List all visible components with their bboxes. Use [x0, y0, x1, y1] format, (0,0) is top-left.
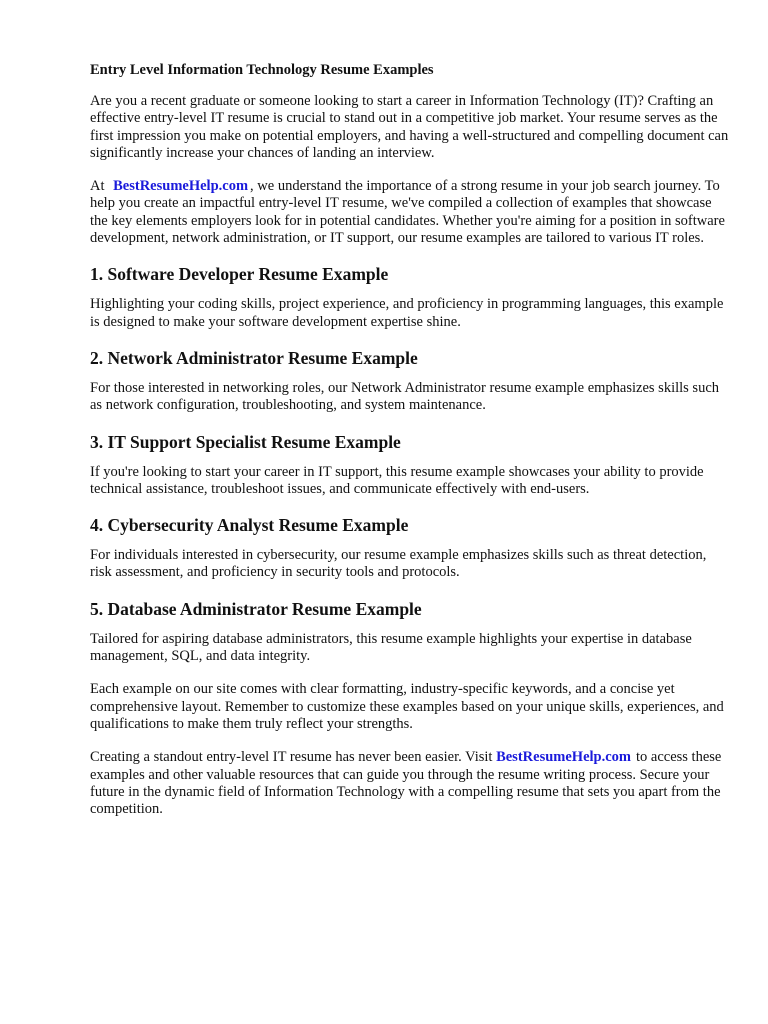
section-body-database-administrator: Tailored for aspiring database administrators, this resume example highlights your expertise in database management, SQL, and data integrity. [90, 630, 692, 665]
section-body-network-administrator: For those interested in networking roles, our Network Administrator resume example emphasizes skills such as network configuration, troubleshooting, and system maintenance. [90, 379, 720, 414]
section-heading-cybersecurity-analyst: 4. Cybersecurity Analyst Resume Example [90, 515, 409, 536]
closing-prefix: Creating a standout entry-level IT resume has never been easier. Visit [90, 749, 493, 766]
intro-paragraph: Are you a recent graduate or someone looking to start a career in Information Technology (IT)? Crafting an effective entry-level IT resume is crucial to stand out in a competitive job market. Your resume serves as the first impression you make on potential employers, and having a well-structured and compelling document can significantly increase your chances of landing an interview. [90, 93, 729, 161]
closing-paragraph [90, 749, 730, 818]
section-body-software-developer: Highlighting your coding skills, project experience, and proficiency in programming languages, this example is designed to make your software development expertise shine. [90, 296, 724, 330]
bestresumehelp-link[interactable]: BestResumeHelp.com [113, 178, 249, 195]
section-heading-database-administrator: 5. Database Administrator Resume Example [90, 598, 422, 619]
section-heading-network-administrator: 2. Network Administrator Resume Example [90, 347, 418, 368]
company-intro-prefix: At [90, 178, 105, 195]
section-heading-it-support-specialist: 3. IT Support Specialist Resume Example [90, 431, 401, 452]
section-body-it-support-specialist: If you're looking to start your career in IT support, this resume example showcases your ability to provide technical assistance, troubleshoot issues, and communicate effectively with end-users. [90, 463, 704, 497]
closing-suffix: to access these examples and other valuable resources that can guide you through the resume writing process. Secure your future in the dynamic field of Information Technology with a compelling resume that sets you apart from the competition. [90, 749, 722, 818]
summary-paragraph: Each example on our site comes with clear formatting, industry-specific keywords, and a concise yet comprehensive layout. Remember to customize these examples based on your unique skills, experiences, and qualifications to make them truly reflect your strengths. [90, 681, 724, 732]
document-title: Entry Level Information Technology Resume Examples [90, 62, 434, 78]
bestresumehelp-closing-link[interactable]: BestResumeHelp.com [496, 749, 631, 766]
document-page [90, 61, 730, 834]
section-body-cybersecurity-analyst: For individuals interested in cybersecurity, our resume example emphasizes skills such as threat detection, risk assessment, and proficiency in security tools and protocols. [90, 547, 707, 581]
company-intro-paragraph [90, 178, 730, 247]
section-heading-software-developer: 1. Software Developer Resume Example [90, 264, 389, 285]
company-intro-suffix: , we understand the importance of a strong resume in your job search journey. To help you create an impactful entry-level IT resume, we've compiled a collection of examples that showcase the key elements employers look for in potential candidates. Whether you're aiming for a position in software development, network administration, or IT support, our resume examples are tailored to various IT roles. [90, 178, 725, 247]
